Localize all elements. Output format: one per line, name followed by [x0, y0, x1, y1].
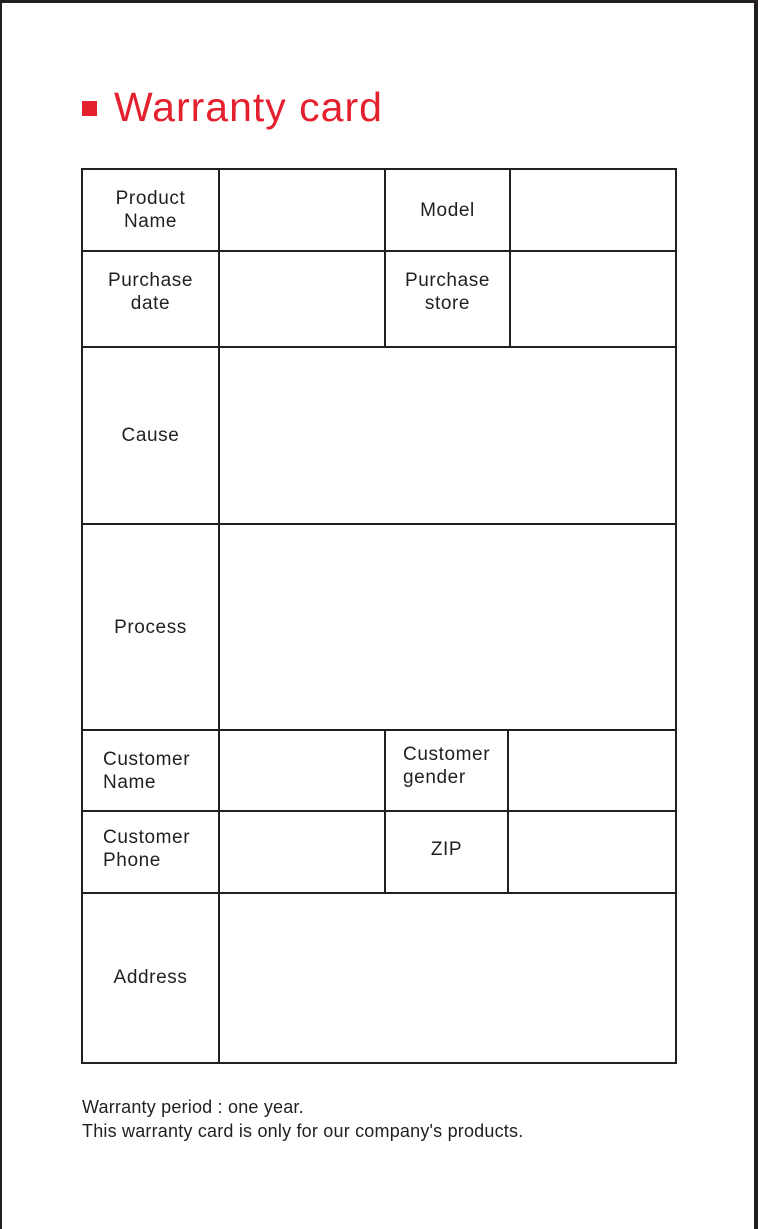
customer-name-field[interactable] — [220, 731, 384, 810]
purchase-date-label: Purchase date — [107, 270, 194, 314]
zip-field[interactable] — [509, 812, 675, 892]
product-name-label: Product Name — [115, 188, 186, 232]
title-block — [82, 82, 383, 132]
purchase-store-label: Purchase store — [404, 270, 491, 314]
warranty-form-table — [81, 168, 677, 1064]
process-field[interactable] — [220, 525, 675, 729]
customer-phone-field[interactable] — [220, 812, 384, 892]
footer-notes — [82, 1095, 523, 1143]
title-bullet-square-icon — [82, 101, 97, 116]
product-name-field[interactable] — [220, 170, 384, 250]
address-label: Address — [113, 966, 188, 988]
purchase-store-field[interactable] — [511, 252, 675, 346]
model-field[interactable] — [511, 170, 675, 250]
cause-field[interactable] — [220, 348, 675, 523]
customer-phone-label: Customer Phone — [103, 827, 191, 871]
zip-label: ZIP — [430, 838, 463, 860]
process-label: Process — [114, 616, 187, 638]
page-title: Warranty card — [114, 84, 383, 130]
warranty-period-note: Warranty period : one year. — [82, 1097, 304, 1117]
warranty-scope-note: This warranty card is only for our company's products. — [82, 1121, 524, 1141]
model-label: Model — [420, 199, 475, 221]
cause-label: Cause — [121, 425, 180, 446]
customer-gender-label: Customer gender — [403, 743, 491, 788]
customer-name-label: Customer Name — [103, 748, 191, 793]
purchase-date-field[interactable] — [220, 252, 384, 346]
address-field[interactable] — [220, 894, 675, 1062]
customer-gender-field[interactable] — [509, 731, 675, 810]
